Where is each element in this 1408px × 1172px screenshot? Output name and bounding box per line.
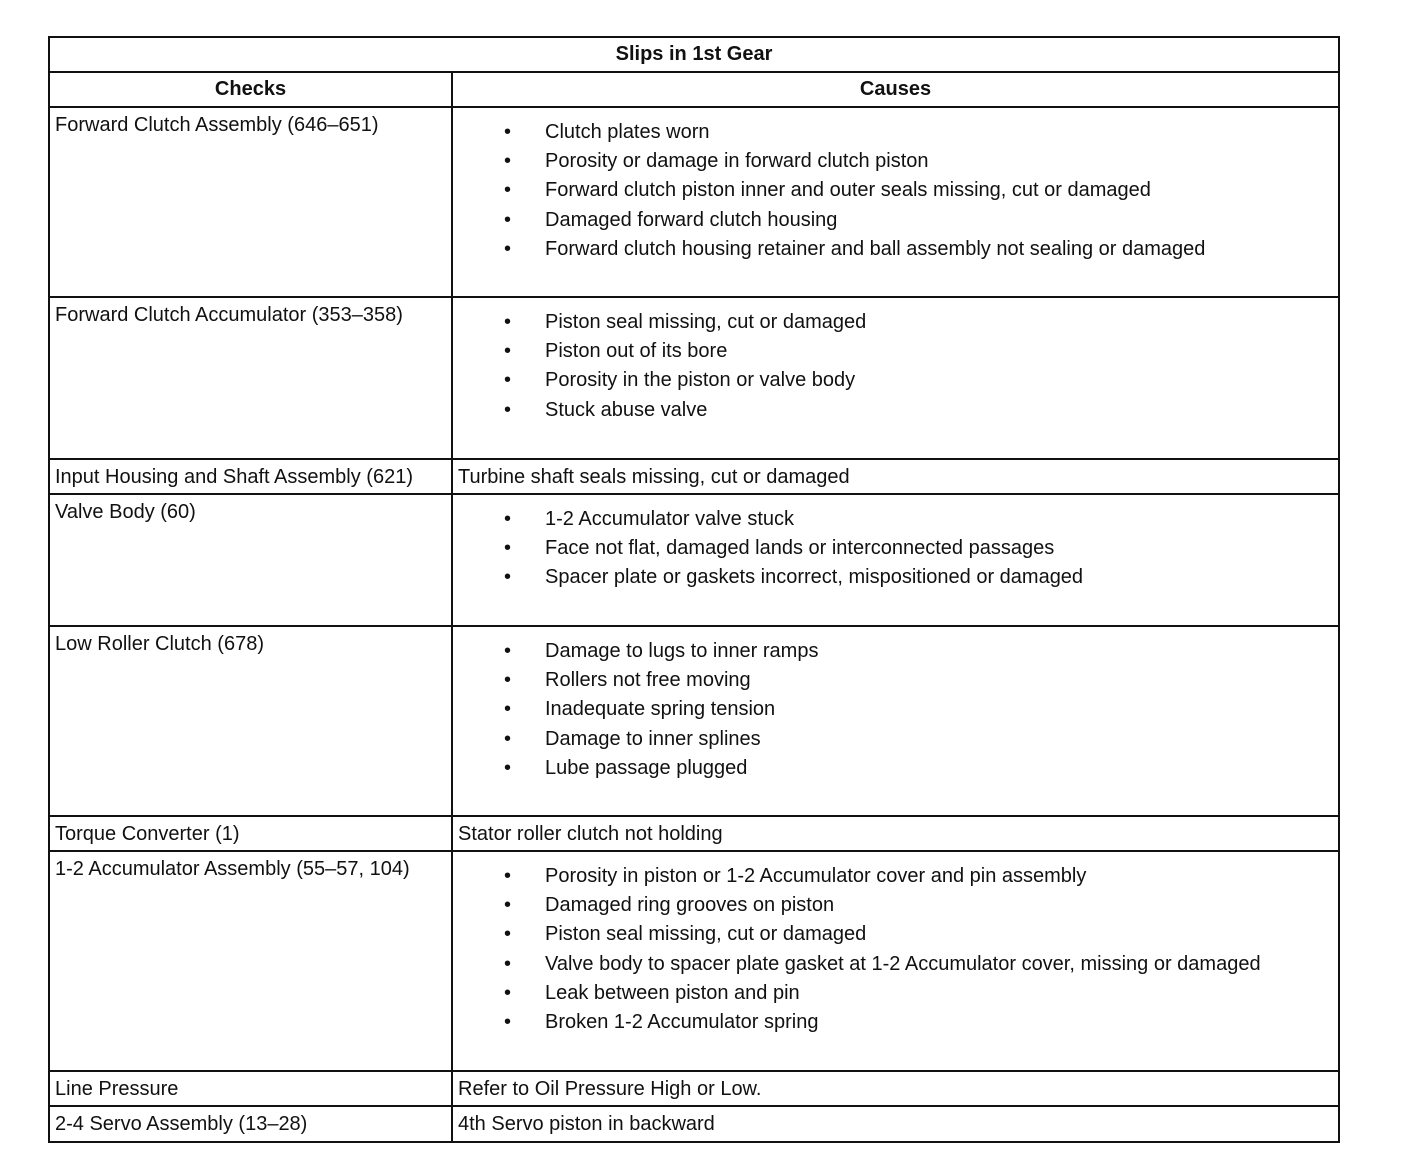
bullet-icon: • <box>504 340 512 363</box>
cause-text: Damage to inner splines <box>545 727 761 750</box>
bullet-icon: • <box>504 311 512 333</box>
bullet-icon: • <box>504 981 512 1004</box>
cause-item <box>453 754 1338 783</box>
check-cell: Torque Converter (1) <box>49 816 452 851</box>
cause-item <box>453 366 1338 395</box>
cause-single: Stator roller clutch not holding <box>452 816 1339 851</box>
cause-item <box>453 862 1338 891</box>
cause-text: Lube passage plugged <box>545 756 748 779</box>
causes-cell <box>452 626 1339 816</box>
cause-text: Rollers not free moving <box>545 669 751 692</box>
cause-item <box>453 308 1338 337</box>
check-cell: 1-2 Accumulator Assembly (55–57, 104) <box>49 851 452 1071</box>
causes-cell <box>452 297 1339 459</box>
cause-item <box>453 920 1338 949</box>
check-cell: 2-4 Servo Assembly (13–28) <box>49 1106 452 1142</box>
cause-text: Piston seal missing, cut or damaged <box>545 923 867 946</box>
cause-text: Forward clutch housing retainer and ball assembly not sealing or damaged <box>545 237 1206 260</box>
cause-text: Forward clutch piston inner and outer seals missing, cut or damaged <box>545 179 1151 202</box>
cause-text: Porosity or damage in forward clutch piston <box>545 150 929 173</box>
table-row <box>49 297 1339 459</box>
cause-item <box>453 235 1338 264</box>
bullet-icon: • <box>504 923 512 946</box>
bullet-icon: • <box>504 237 512 260</box>
cause-item <box>453 666 1338 695</box>
cause-text: Broken 1-2 Accumulator spring <box>545 1011 819 1034</box>
cause-item <box>453 979 1338 1008</box>
cause-list <box>453 637 1338 783</box>
table-row <box>49 1106 1339 1142</box>
table-row <box>49 1071 1339 1106</box>
cause-item <box>453 505 1338 534</box>
bullet-icon: • <box>504 179 512 202</box>
cause-text: Valve body to spacer plate gasket at 1-2 Accumulator cover, missing or damaged <box>545 952 1261 975</box>
cause-text: Clutch plates worn <box>545 121 710 143</box>
bullet-icon: • <box>504 727 512 750</box>
cause-list <box>453 308 1338 425</box>
cause-item <box>453 950 1338 979</box>
causes-cell <box>452 107 1339 297</box>
cause-text: Porosity in the piston or valve body <box>545 369 856 392</box>
bullet-icon: • <box>504 537 512 560</box>
table-title: Slips in 1st Gear <box>49 37 1339 72</box>
cause-item <box>453 695 1338 724</box>
bullet-icon: • <box>504 865 512 887</box>
table-row <box>49 494 1339 626</box>
cause-single: 4th Servo piston in backward <box>452 1106 1339 1142</box>
table-row <box>49 107 1339 297</box>
cause-text: Damaged forward clutch housing <box>545 208 838 231</box>
check-cell: Line Pressure <box>49 1071 452 1106</box>
cause-text: Face not flat, damaged lands or interconnected passages <box>545 537 1055 560</box>
cause-single: Turbine shaft seals missing, cut or damaged <box>452 459 1339 494</box>
table-row <box>49 626 1339 816</box>
table-row <box>49 816 1339 851</box>
cause-text: Stuck abuse valve <box>545 398 708 421</box>
causes-cell <box>452 851 1339 1071</box>
cause-item <box>453 563 1338 592</box>
bullet-icon: • <box>504 398 512 421</box>
cause-item <box>453 637 1338 666</box>
cause-single: Refer to Oil Pressure High or Low. <box>452 1071 1339 1106</box>
cause-list <box>453 118 1338 264</box>
table-row <box>49 459 1339 494</box>
cause-text: Leak between piston and pin <box>545 981 800 1004</box>
check-cell: Valve Body (60) <box>49 494 452 626</box>
bullet-icon: • <box>504 150 512 173</box>
bullet-icon: • <box>504 669 512 692</box>
cause-text: Damaged ring grooves on piston <box>545 894 835 917</box>
cause-item <box>453 147 1338 176</box>
diagnosis-table <box>48 36 1340 1143</box>
cause-text: Spacer plate or gaskets incorrect, mispositioned or damaged <box>545 566 1084 589</box>
cause-text: 1-2 Accumulator valve stuck <box>545 508 794 530</box>
cause-item <box>453 534 1338 563</box>
table-body <box>49 107 1339 1142</box>
cause-item <box>453 1008 1338 1037</box>
bullet-icon: • <box>504 508 512 530</box>
causes-cell <box>452 494 1339 626</box>
check-cell: Forward Clutch Assembly (646–651) <box>49 107 452 297</box>
cause-item <box>453 725 1338 754</box>
bullet-icon: • <box>504 369 512 392</box>
bullet-icon: • <box>504 566 512 589</box>
check-cell: Forward Clutch Accumulator (353–358) <box>49 297 452 459</box>
bullet-icon: • <box>504 1011 512 1034</box>
check-cell: Input Housing and Shaft Assembly (621) <box>49 459 452 494</box>
bullet-icon: • <box>504 640 512 662</box>
bullet-icon: • <box>504 894 512 917</box>
cause-text: Damage to lugs to inner ramps <box>545 640 819 662</box>
cause-text: Piston out of its bore <box>545 340 728 363</box>
cause-text: Piston seal missing, cut or damaged <box>545 311 867 333</box>
cause-text: Inadequate spring tension <box>545 698 776 721</box>
cause-item <box>453 176 1338 205</box>
cause-list <box>453 862 1338 1037</box>
cause-item <box>453 206 1338 235</box>
check-cell: Low Roller Clutch (678) <box>49 626 452 816</box>
header-checks: Checks <box>49 72 452 107</box>
cause-item <box>453 891 1338 920</box>
cause-item <box>453 118 1338 147</box>
table-row <box>49 851 1339 1071</box>
cause-item <box>453 396 1338 425</box>
header-causes: Causes <box>452 72 1339 107</box>
cause-item <box>453 337 1338 366</box>
bullet-icon: • <box>504 952 512 975</box>
bullet-icon: • <box>504 208 512 231</box>
bullet-icon: • <box>504 121 512 143</box>
cause-list <box>453 505 1338 593</box>
diagnosis-sheet <box>48 36 1338 1143</box>
cause-text: Porosity in piston or 1-2 Accumulator cover and pin assembly <box>545 865 1087 887</box>
bullet-icon: • <box>504 756 512 779</box>
bullet-icon: • <box>504 698 512 721</box>
